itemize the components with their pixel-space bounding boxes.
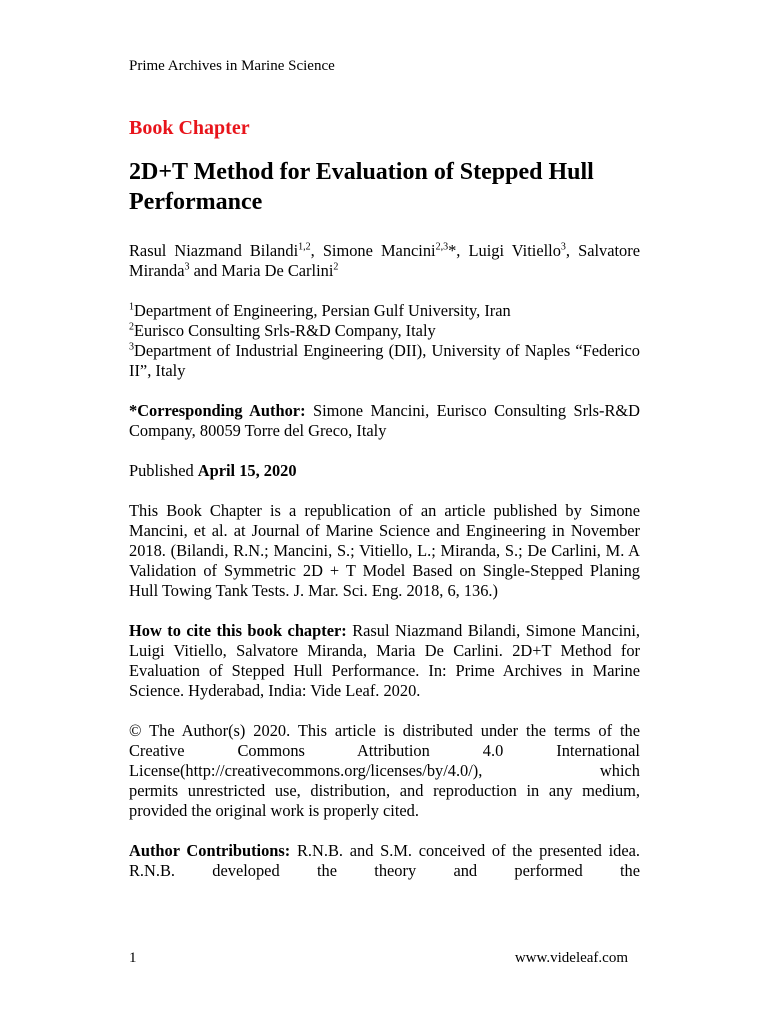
author-name: Luigi Vitiello xyxy=(468,241,561,260)
page-number: 1 xyxy=(129,950,137,966)
page-content xyxy=(129,116,640,901)
citation-paragraph xyxy=(129,621,640,701)
author-affiliation-sup: 2,3 xyxy=(435,241,449,253)
contributions-label: Author Contributions: xyxy=(129,841,291,860)
published-line xyxy=(129,461,640,481)
author-contributions xyxy=(129,841,640,881)
affiliation-sup: 1 xyxy=(129,301,134,313)
affiliation-sup: 3 xyxy=(129,341,134,353)
author-name: Maria De Carlini xyxy=(221,261,334,280)
author-separator: , xyxy=(310,241,323,260)
chapter-title: 2D+T Method for Evaluation of Stepped Hull Performance xyxy=(129,159,594,215)
chapter-label: Book Chapter xyxy=(129,117,250,139)
license-text-part2: permits unrestricted use, distribution, and reproduction in any medium, provided the original work is properly cited. xyxy=(129,781,640,820)
author-list xyxy=(129,241,640,281)
license-text-part1: © The Author(s) 2020. This article is distributed under the terms of the Creative Commons Attribution 4.0 International License(http://creativecommons.org/licenses/by/4.0/), which xyxy=(129,721,640,780)
author-separator: *, xyxy=(448,241,469,260)
republication-note: This Book Chapter is a republication of an article published by Simone Mancini, et al. at Journal of Marine Science and Engineering in November 2018. (Bilandi, R.N.; Mancini, S.; Vitiello, L.; Miranda, S.; De Carlini, M. A Validation of Symmetric 2D + T Model Based on Single-Stepped Planing Hull Towing Tank Tests. J. Mar. Sci. Eng. 2018, 6, 136.) xyxy=(129,501,640,600)
running-header: Prime Archives in Marine Science xyxy=(129,58,335,74)
affiliation-text: Department of Industrial Engineering (DII), University of Naples “Federico II”, Italy xyxy=(129,341,640,380)
affiliation-list xyxy=(129,301,640,381)
corresponding-author xyxy=(129,401,640,441)
citation-label: How to cite this book chapter: xyxy=(129,621,347,640)
published-label: Published xyxy=(129,461,198,480)
affiliation-text: Department of Engineering, Persian Gulf University, Iran xyxy=(134,301,511,320)
contributions-text: R.N.B. and S.M. conceived of the presented idea. R.N.B. developed the theory and performed the xyxy=(129,841,640,880)
corresponding-author-text: Simone Mancini, Eurisco Consulting Srls-R&D Company, 80059 Torre del Greco, Italy xyxy=(129,401,640,440)
author-name: Salvatore Miranda xyxy=(129,241,640,280)
affiliation-sup: 2 xyxy=(129,321,134,333)
author-affiliation-sup: 1,2 xyxy=(298,241,311,253)
author-name: Simone Mancini xyxy=(322,241,436,260)
affiliation-item xyxy=(129,341,640,381)
citation-text: Rasul Niazmand Bilandi, Simone Mancini, Luigi Vitiello, Salvatore Miranda, Maria De Carlini. 2D+T Method for Evaluation of Stepped Hull Performance. In: Prime Archives in Marine Science. Hyderabad, India: Vide Leaf. 2020. xyxy=(129,621,640,700)
license-paragraph xyxy=(129,721,640,821)
author-separator: and xyxy=(189,261,222,280)
footer-url: www.videleaf.com xyxy=(514,950,628,966)
corresponding-author-label: *Corresponding Author: xyxy=(129,401,306,420)
author-separator: , xyxy=(565,241,579,260)
affiliation-item xyxy=(129,321,640,341)
author-affiliation-sup: 3 xyxy=(184,261,190,273)
author-affiliation-sup: 3 xyxy=(560,241,566,253)
author-affiliation-sup: 2 xyxy=(333,261,339,273)
affiliation-item xyxy=(129,301,640,321)
author-name: Rasul Niazmand Bilandi xyxy=(129,241,299,260)
published-date: April 15, 2020 xyxy=(197,461,297,480)
affiliation-text: Eurisco Consulting Srls-R&D Company, Italy xyxy=(134,321,436,340)
